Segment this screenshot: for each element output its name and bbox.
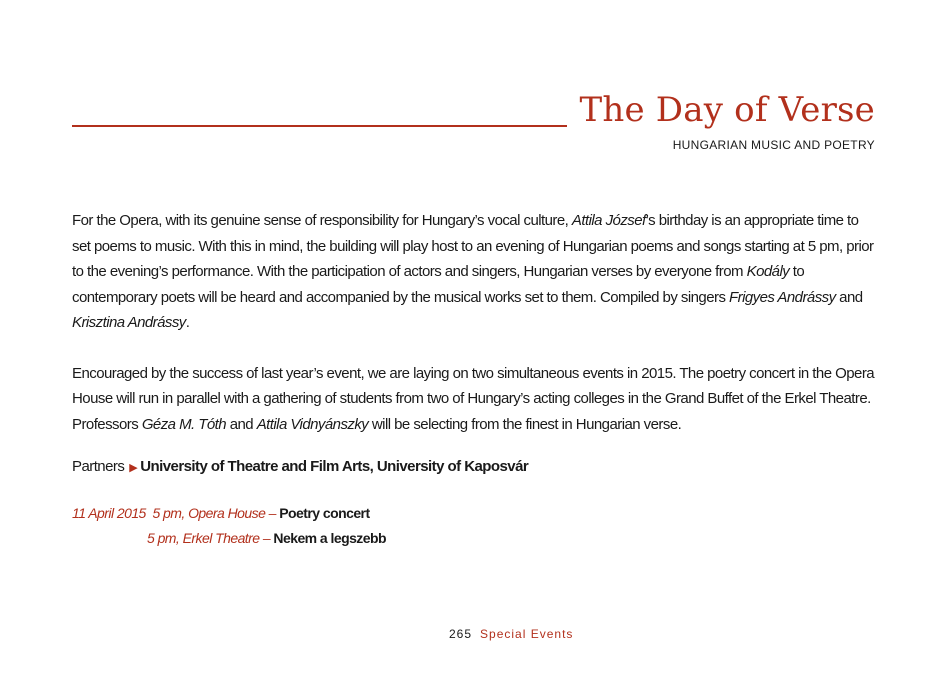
p1-text-1: For the Opera, with its genuine sense of responsibility for Hungary’s vocal culture, — [72, 212, 572, 229]
partners-line — [72, 454, 877, 482]
partner-names: University of Theatre and Film Arts, University of Kaposvár — [140, 458, 529, 475]
p1-text-4: and — [835, 288, 863, 306]
p2-text-2: and — [226, 415, 257, 433]
event-slot-2: 5 pm, Erkel Theatre – — [147, 530, 274, 546]
schedule — [72, 501, 877, 552]
schedule-row-2 — [72, 526, 877, 552]
page-title: The Day of Verse — [579, 90, 875, 130]
event-date: 11 April 2015 — [72, 504, 146, 521]
p2-name-geza: Géza M. Tóth — [141, 415, 227, 433]
p1-name-krisztina: Krisztina Andrássy — [72, 314, 186, 331]
p2-text-1: Encouraged by the success of last year’s event, we are laying on two simultaneous events in 2015. The poetry concert in the Opera House will run in parallel with a gathering of students from two of Hungary’s acting colleges in the Grand Buffet of the Erkel Theatre. Professors — [72, 364, 875, 433]
event-title-1: Poetry concert — [279, 504, 370, 521]
p1-name-frigyes: Frigyes Andrássy — [729, 288, 836, 306]
triangle-right-icon: ▶ — [129, 462, 138, 474]
p1-text-3: to contemporary poets will be heard and accompanied by the musical works set to them. Compiled by singers — [72, 263, 805, 306]
page-number: 265 — [449, 627, 473, 641]
title-rule — [72, 125, 567, 127]
schedule-row-1 — [72, 501, 877, 527]
page-subtitle: HUNGARIAN MUSIC AND POETRY — [672, 138, 875, 152]
event-slot-1: 5 pm, Opera House – — [152, 504, 280, 521]
p1-text-2: ’s birthday is an appropriate time to set poems to music. With this in mind, the building will play host to an evening of Hungarian poems and songs starting at 5 pm, prior to the evening’s performance. With the participation of actors and singers, Hungarian verses by everyone from — [72, 212, 874, 280]
paragraph-1 — [72, 208, 877, 336]
p1-text-5: . — [185, 314, 190, 331]
partners-label: Partners — [72, 458, 125, 475]
p1-name-kodaly: Kodály — [746, 263, 790, 280]
paragraph-2 — [72, 361, 877, 438]
section-name: Special Events — [480, 627, 574, 641]
page-footer — [449, 627, 573, 641]
event-title-2: Nekem a legszebb — [273, 530, 386, 546]
article-body — [72, 208, 877, 552]
p1-name-attila-jozsef: Attila József — [571, 212, 646, 229]
p2-text-3: will be selecting from the finest in Hungarian verse. — [368, 415, 682, 433]
p2-name-attila-v: Attila Vidnyánszky — [256, 415, 369, 433]
